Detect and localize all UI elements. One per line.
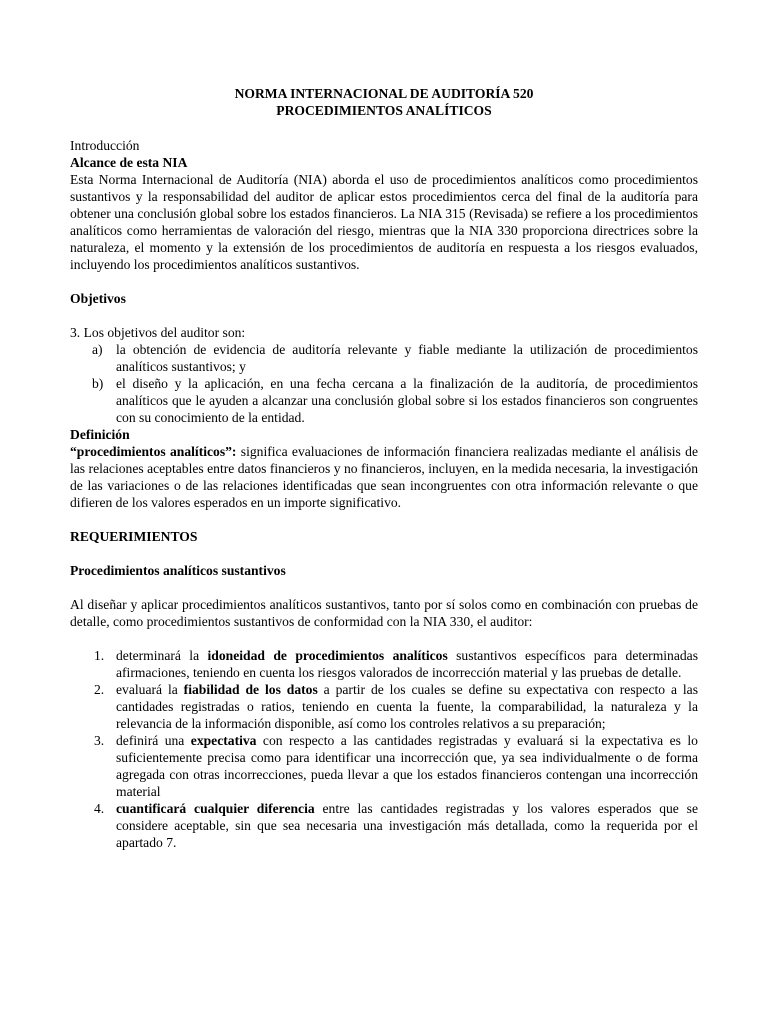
requirement-keyword: fiabilidad de los datos [183,682,318,697]
requirement-text-post: entre las cantidades registradas y los valores esperados que se considere aceptable, sin que sea necesaria una investigación más detallada, como la requerida por el apartado 7. [116,801,699,850]
intro-label: Introducción [70,138,140,153]
requirement-text-post: a partir de los cuales se define su expectativa con respecto a las cantidades registradas o ratios, teniendo en cuenta la fuente, la comparabilidad, la naturaleza y la relevancia de la información disponible, así como los controles relativos a su preparación; [116,682,699,731]
requirement-item-1 [70,647,698,681]
requirement-keyword: cuantificará cualquier diferencia [116,801,315,816]
title-line-1: NORMA INTERNACIONAL DE AUDITORÍA 520 [234,86,534,101]
scope-paragraph: Esta Norma Internacional de Auditoría (NIA) aborda el uso de procedimientos analíticos como procedimientos sustantivos y la responsabilidad del auditor de aplicar estos procedimientos cerca del final de la auditoría para obtener una conclusión global sobre los estados financieros. La NIA 315 (Revisada) se refiere a los procedimientos analíticos como herramientas de valoración del riesgo, mientras que la NIA 330 proporciona directrices sobre la naturaleza, el momento y la extensión de los procedimientos de auditoría en respuesta a los riesgos evaluados, incluyendo los procedimientos analíticos sustantivos. [70,172,698,272]
title-line-2: PROCEDIMIENTOS ANALÍTICOS [276,103,492,118]
requirement-keyword: expectativa [190,733,257,748]
requirement-text [116,800,698,851]
requirement-text-post: con respecto a las cantidades registradas y evaluará si la expectativa es lo suficientemente precisa como para identificar una incorrección que, ya sea individualmente o de forma agregada con otras incorrecciones, pueda llevar a que los estados financieros contengan una incorrección material [116,733,698,799]
objective-label: a) [92,342,103,357]
requirements-heading: REQUERIMIENTOS [70,529,198,544]
document-page [70,85,698,851]
definition-text: significa evaluaciones de información financiera realizadas mediante el análisis de las relaciones aceptables entre datos financieros y no financieros, incluyen, en la medida necesaria, la investigación de las variaciones o de las relaciones identificadas que sean incongruentes con otra información relevante o que difieren de los valores esperados en un importe significativo. [70,444,698,510]
definition-paragraph [70,443,698,511]
requirement-number: 4. [94,801,105,816]
requirement-text-pre: definirá una [116,733,191,748]
substantive-intro: Al diseñar y aplicar procedimientos analíticos sustantivos, tanto por sí solos como en combinación con pruebas de detalle, como procedimientos sustantivos de conformidad con la NIA 330, el auditor: [70,597,698,629]
requirement-text [116,647,698,681]
objective-item-a [70,341,698,375]
objective-text: la obtención de evidencia de auditoría relevante y fiable mediante la utilización de procedimientos analíticos sustantivos; y [116,342,698,374]
substantive-heading: Procedimientos analíticos sustantivos [70,563,286,578]
requirement-keyword: idoneidad de procedimientos analíticos [207,648,448,663]
requirement-item-4 [70,800,698,851]
document-title [70,85,698,119]
definition-term: “procedimientos analíticos”: [70,444,237,459]
objective-item-b [70,375,698,426]
requirement-number: 1. [94,648,105,663]
requirements-list [70,647,698,851]
objective-label: b) [92,376,104,391]
requirement-number: 2. [94,682,105,697]
requirement-text-post: sustantivos específicos para determinadas afirmaciones, teniendo en cuenta los riesgos valorados de incorrección material y las pruebas de detalle. [116,648,698,680]
requirement-text [116,681,698,732]
objectives-list [70,341,698,426]
requirement-item-3 [70,732,698,800]
objectives-intro: 3. Los objetivos del auditor son: [70,325,246,340]
objective-text: el diseño y la aplicación, en una fecha cercana a la finalización de la auditoría, de procedimientos analíticos que le ayuden a alcanzar una conclusión global sobre si los estados financieros son congruentes con su conocimiento de la entidad. [116,376,698,425]
definition-heading: Definición [70,427,130,442]
requirement-text-pre: evaluará la [116,682,184,697]
requirement-text [116,732,698,800]
requirement-item-2 [70,681,698,732]
scope-heading: Alcance de esta NIA [70,155,188,170]
objectives-heading: Objetivos [70,291,126,306]
requirement-text-pre: determinará la [116,648,208,663]
requirement-number: 3. [94,733,105,748]
